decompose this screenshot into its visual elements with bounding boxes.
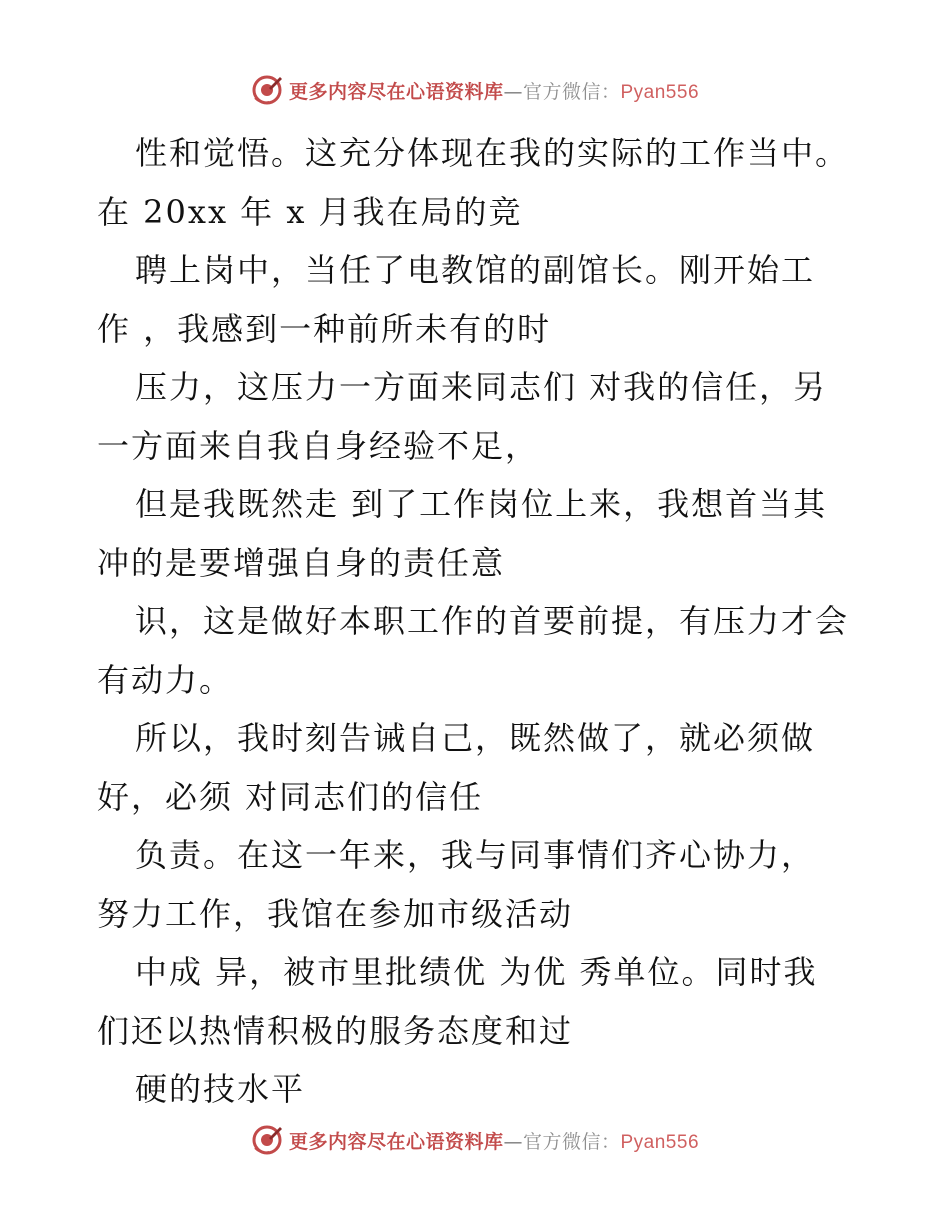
watermark-site: 更多内容尽在心语资料库: [288, 80, 504, 103]
body-line: 们还以热情积极的服务态度和过: [97, 1011, 574, 1050]
watermark-text: [289, 77, 699, 104]
body-line: 压力，这压力一方面来同志们 对我的信任，另: [135, 368, 828, 406]
body-line: 在 20xx 年 x 月我在局的竞: [97, 192, 523, 231]
body-line: 识，这是做好本职工作的首要前提，有压力才会: [135, 602, 850, 640]
watermark-wechat-id: Pyan556: [620, 1131, 700, 1153]
watermark-wechat-id: Pyan556: [620, 81, 700, 103]
body-line: 聘上岗中，当任了电教馆的副馆长。刚开始工: [135, 251, 816, 289]
watermark-dash: —: [503, 1130, 523, 1153]
body-line: 一方面来自我自身经验不足，: [97, 426, 540, 465]
body-line: 所以，我时刻告诫自己，既然做了，就必须做: [135, 719, 816, 757]
body-line: 作 ，我感到一种前所未有的时: [97, 309, 552, 348]
header-watermark: [0, 70, 950, 110]
pen-logo-icon: [251, 74, 283, 106]
document-body: [97, 124, 877, 1119]
body-line: 努力工作，我馆在参加市级活动: [97, 894, 574, 933]
watermark-text: [289, 1127, 699, 1154]
watermark-wechat-label: 官方微信：: [522, 80, 621, 103]
body-line: 硬的技水平: [135, 1070, 306, 1108]
watermark-dash: —: [503, 80, 523, 103]
watermark-site: 更多内容尽在心语资料库: [288, 1130, 504, 1153]
body-line: 有动力。: [97, 660, 234, 699]
body-line: 好，必须 对同志们的信任: [97, 777, 484, 816]
body-line: 冲的是要增强自身的责任意: [97, 543, 506, 582]
watermark-wechat-label: 官方微信：: [522, 1130, 621, 1153]
footer-watermark: [0, 1120, 950, 1160]
body-line: 性和觉悟。这充分体现在我的实际的工作当中。: [135, 134, 850, 172]
body-line: 中成 异，被市里批绩优 为优 秀单位。同时我: [135, 953, 818, 991]
pen-logo-icon: [251, 1124, 283, 1156]
body-line: 负责。在这一年来，我与同事情们齐心协力，: [135, 836, 816, 874]
body-line: 但是我既然走 到了工作岗位上来，我想首当其: [135, 485, 828, 523]
